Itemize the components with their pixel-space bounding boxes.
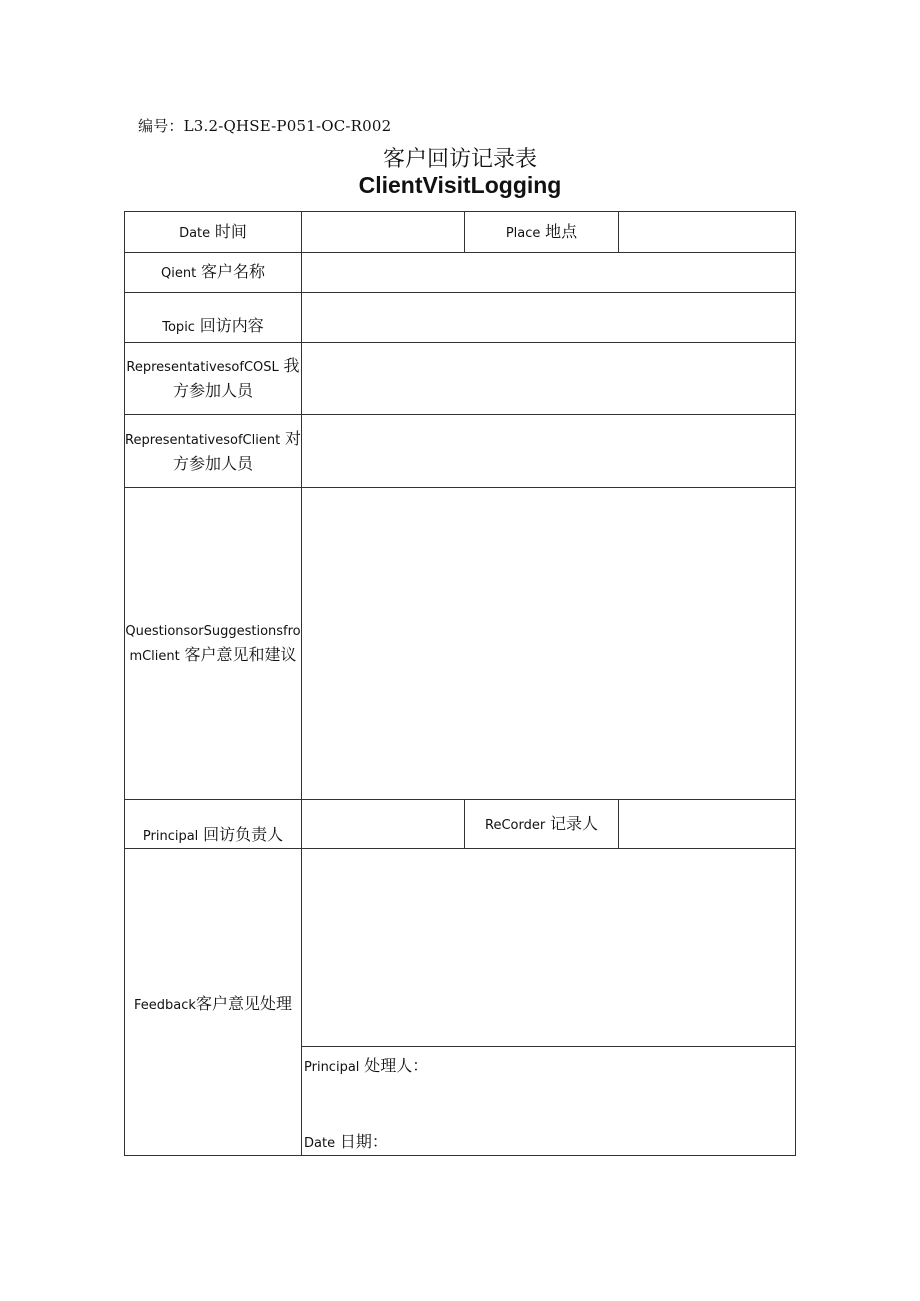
recorder-label: ReCorder 记录人 [465,800,619,849]
principal-recorder-row [125,800,796,849]
rep-cosl-field[interactable] [302,343,796,415]
handler-cell[interactable] [302,1047,796,1156]
feedback-row [125,849,796,1047]
client-name-label: Qient 客户名称 [125,253,302,293]
rep-client-label: RepresentativesofClient 对方参加人员 [125,415,302,488]
principal-field[interactable] [302,800,465,849]
feedback-field[interactable] [302,849,796,1047]
document-number: 编号：L3.2-QHSE-P051-OC-R002 [138,117,392,135]
recorder-field[interactable] [619,800,796,849]
topic-label: Topic 回访内容 [125,293,302,343]
questions-label: QuestionsorSuggestionsfromClient 客户意见和建议 [125,488,302,800]
questions-field[interactable] [302,488,796,800]
client-visit-form [124,211,796,1156]
client-row [125,253,796,293]
page-title-english: ClientVisitLogging [358,172,562,198]
client-name-field[interactable] [302,253,796,293]
handle-date-line: Date 日期： [304,1132,388,1151]
place-label: Place 地点 [465,212,619,253]
date-place-row [125,212,796,253]
rep-client-field[interactable] [302,415,796,488]
date-field[interactable] [302,212,465,253]
place-field[interactable] [619,212,796,253]
feedback-label: Feedback客户意见处理 [125,849,302,1156]
page-title-chinese: 客户回访记录表 [382,147,537,172]
rep-client-row [125,415,796,488]
principal-label: Principal 回访负责人 [125,800,302,849]
topic-row [125,293,796,343]
date-label: Date 时间 [125,212,302,253]
topic-field[interactable] [302,293,796,343]
rep-cosl-row [125,343,796,415]
questions-row [125,488,796,800]
rep-cosl-label: RepresentativesofCOSL 我方参加人员 [125,343,302,415]
handler-line: Principal 处理人： [304,1056,429,1075]
